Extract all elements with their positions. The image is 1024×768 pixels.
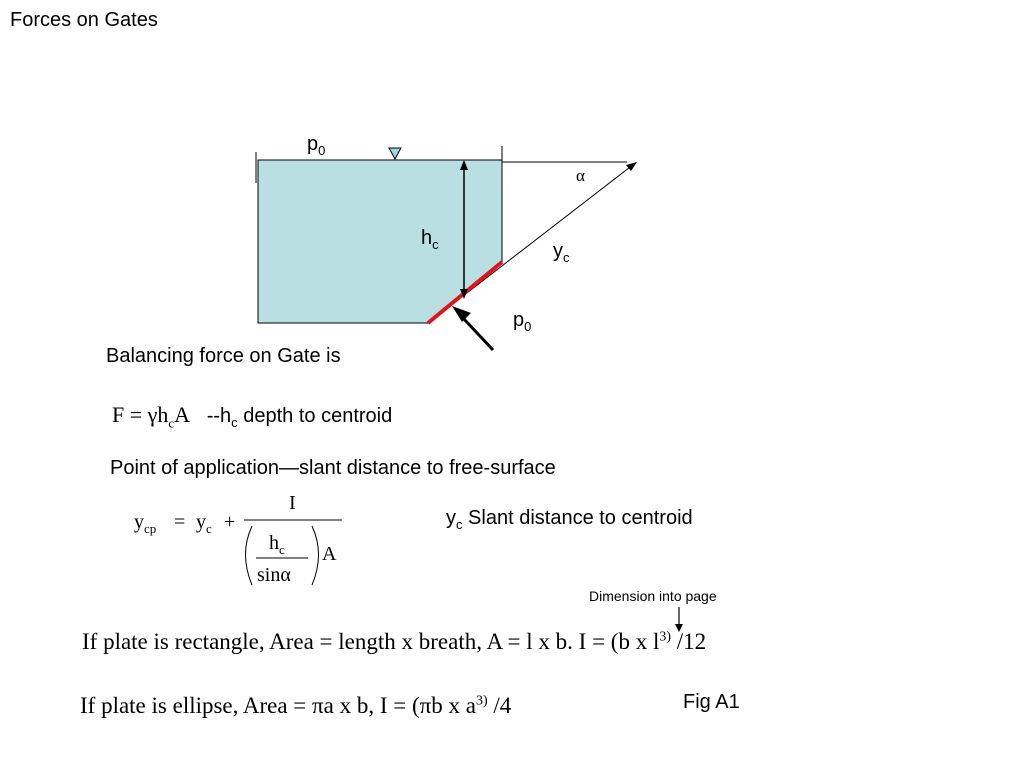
hc-definition: $--h_c$ depth to centroid [206, 405, 393, 430]
svg-text:ycp: $y_{cp}$ [134, 511, 157, 536]
svg-text:A: A [322, 543, 337, 565]
svg-text:hc: $h_c$ [269, 532, 285, 557]
figure-label: Fig A1 [683, 691, 740, 713]
svg-text:sinα: sinα [257, 564, 291, 586]
ycp-equation [132, 488, 352, 593]
balancing-force-text: Balancing force on Gate is [106, 345, 341, 367]
svg-text:yc: $y_c$ [196, 511, 212, 536]
page-title: Forces on Gates [10, 9, 158, 31]
hc-label: $h_c$ [421, 227, 439, 252]
dimension-note: Dimension into page [589, 588, 717, 604]
yc-label: $y_c$ [553, 240, 570, 265]
force-formula: $F = \gamma h_cA$ [112, 402, 191, 431]
ellipse-area-text: If plate is ellipse, Area = πa x b, I = (πb x $a^{3)}$ /4 [80, 693, 512, 718]
rectangle-area-text: If plate is rectangle, Area = length x breath, A = l x b. I = (b x $l^{3)}$ /12 [82, 629, 707, 654]
alpha-label: α [576, 166, 585, 185]
svg-text:I: I [289, 492, 296, 514]
p0-top-label: $p_0$ [307, 133, 326, 158]
svg-text:=: = [174, 511, 186, 533]
force-equation [112, 402, 392, 431]
p0-arrowhead-icon [452, 306, 471, 322]
yc-arrowhead-icon [626, 162, 637, 171]
water-region [258, 160, 502, 323]
p0-bottom-label: $p_0$ [513, 309, 532, 334]
svg-text:+: + [224, 511, 236, 533]
yc-definition-text: $y_c$ Slant distance to centroid [446, 507, 693, 532]
free-surface-marker-icon [389, 148, 401, 159]
p0-pressure-arrow [463, 318, 493, 350]
point-of-application-text: Point of application—slant distance to free-surface [110, 457, 556, 479]
